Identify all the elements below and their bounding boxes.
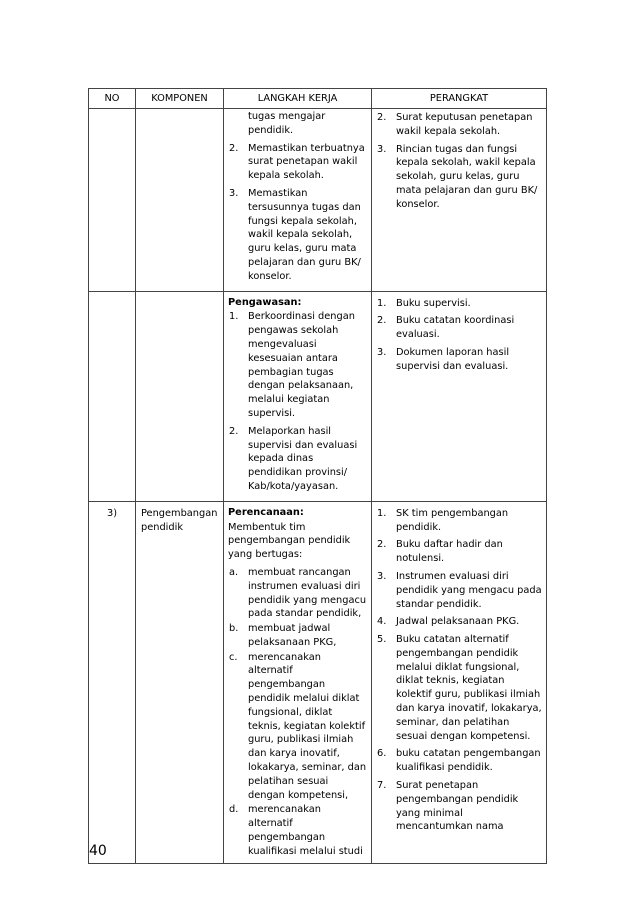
cell-perangkat [372, 109, 547, 292]
header-no: NO [89, 89, 136, 109]
list-marker: 3. [377, 346, 387, 358]
list-item-text: Surat keputusan penetapan wakil kepala sekolah. [396, 112, 533, 137]
cell-komponen: Pengembangan pendidik [136, 501, 224, 863]
section-heading: Perencanaan: [228, 506, 304, 518]
list-item-text: merencanakan alternatif pengembangan pendidik melalui diklat fungsional, diklat teknis, kegiatan kolektif guru, publikasi ilmiah dan karya inovatif, lokakarya, seminar, dan pelatihan sesuai dengan kompetensi, [248, 651, 367, 801]
cell-perangkat [372, 501, 547, 863]
list-item [376, 143, 542, 212]
list-item [376, 538, 542, 566]
list-marker: 6. [377, 748, 387, 760]
list-marker: d. [229, 804, 239, 816]
list-item-text: Dokumen laporan hasil supervisi dan evaluasi. [396, 346, 510, 372]
list-marker: c. [229, 651, 238, 663]
list-marker: a. [229, 566, 239, 578]
list-item-text: SK tim pengembangan pendidik. [396, 507, 509, 533]
table-header-row [89, 89, 547, 109]
list-marker: 1. [377, 297, 387, 309]
list-marker: 4. [377, 616, 387, 628]
cell-langkah-kerja [224, 501, 372, 863]
cell-komponen [136, 109, 224, 292]
list-marker: 2. [229, 425, 239, 437]
cell-langkah-kerja [224, 109, 372, 292]
list-marker: 1. [229, 311, 239, 323]
list-item-text: Instrumen evaluasi diri pendidik yang mengacu pada standar pendidik. [396, 570, 542, 610]
perangkat-list [376, 111, 542, 212]
list-marker: 2. [377, 315, 387, 327]
list-item [228, 803, 367, 858]
cell-komponen [136, 291, 224, 501]
list-item [376, 633, 542, 743]
list-item [376, 570, 542, 611]
list-item [228, 566, 367, 621]
list-item [228, 187, 367, 284]
langkah-list [228, 142, 367, 284]
list-marker: 3. [377, 143, 387, 155]
list-item [228, 622, 367, 650]
list-item [228, 425, 367, 494]
list-item-text: Memastikan terbuatnya surat penetapan wakil kepala sekolah. [248, 142, 365, 182]
header-perangkat: PERANGKAT [372, 89, 547, 109]
list-marker: 2. [377, 539, 387, 551]
list-marker: 3. [377, 570, 387, 582]
table-row [89, 291, 547, 501]
header-komponen: KOMPONEN [136, 89, 224, 109]
list-item [376, 615, 542, 629]
cell-no [89, 291, 136, 501]
list-item [376, 507, 542, 535]
list-item-text: Memastikan tersusunnya tugas dan fungsi kepala sekolah, wakil kepala sekolah, guru kelas, guru mata pelajaran dan guru BK/ konselor. [248, 187, 361, 282]
cell-no: 3) [89, 501, 136, 863]
list-item [228, 310, 367, 420]
list-item [376, 346, 542, 374]
list-item [376, 314, 542, 342]
perangkat-list [376, 297, 542, 374]
list-marker: 1. [377, 507, 387, 519]
header-langkah-kerja: LANGKAH KERJA [224, 89, 372, 109]
table-row [89, 109, 547, 292]
list-item [376, 111, 542, 139]
section-heading: Pengawasan: [228, 296, 302, 308]
list-item-text: Surat penetapan pengembangan pendidik yang minimal mencantumkan nama [396, 780, 519, 833]
list-item-text: Buku supervisi. [396, 297, 471, 309]
list-marker: 3. [229, 187, 239, 199]
list-marker: b. [229, 623, 239, 635]
cell-langkah-kerja [224, 291, 372, 501]
list-item-text: Melaporkan hasil supervisi dan evaluasi kepada dinas pendidikan provinsi/ Kab/kota/yayasan. [248, 425, 358, 492]
list-marker: 2. [377, 112, 387, 123]
list-item-text: buku catatan pengembangan kualifikasi pendidik. [396, 748, 541, 774]
list-item-text: Berkoordinasi dengan pengawas sekolah mengevaluasi kesesuaian antara pembagian tugas dengan pelaksanaan, melalui kegiatan supervisi. [248, 311, 355, 419]
list-item-text: Jadwal pelaksanaan PKG. [396, 616, 520, 628]
langkah-list [228, 566, 367, 859]
list-item [228, 142, 367, 183]
page-number: 40 [89, 843, 107, 859]
cell-no [89, 109, 136, 292]
list-item [376, 747, 542, 775]
list-item-text: Buku catatan alternatif pengembangan pendidik melalui diklat fungsional, diklat teknis, kegiatan kolektif guru, publikasi ilmiah dan karya inovatif, lokakarya, seminar, dan pelatihan sesuai dengan kompetensi. [396, 634, 542, 742]
perangkat-list [376, 507, 542, 835]
list-item-text: Buku catatan koordinasi evaluasi. [396, 315, 515, 341]
list-marker: 2. [229, 142, 239, 154]
list-item-text: merencanakan alternatif pengembangan kualifikasi melalui studi [248, 804, 363, 857]
list-marker: 5. [377, 634, 387, 646]
list-item-text: Rincian tugas dan fungsi kepala sekolah, wakil kepala sekolah, guru kelas, guru mata pelajaran dan guru BK/ konselor. [396, 143, 538, 210]
list-item-text: Buku daftar hadir dan notulensi. [396, 539, 503, 565]
langkah-continuation-text: tugas mengajar pendidik. [248, 111, 326, 136]
table-row [89, 501, 547, 863]
langkah-list [228, 310, 367, 493]
list-item [376, 779, 542, 834]
list-item [376, 297, 542, 311]
cell-perangkat [372, 291, 547, 501]
list-marker: 7. [377, 780, 387, 792]
list-item-text: membuat rancangan instrumen evaluasi diri pendidik yang mengacu pada standar pendidik, [248, 566, 367, 620]
document-table [88, 88, 547, 864]
intro-text: Membentuk tim pengembangan pendidik yang bertugas: [228, 521, 351, 561]
list-item [228, 651, 367, 803]
list-item-text: membuat jadwal pelaksanaan PKG, [248, 623, 337, 648]
